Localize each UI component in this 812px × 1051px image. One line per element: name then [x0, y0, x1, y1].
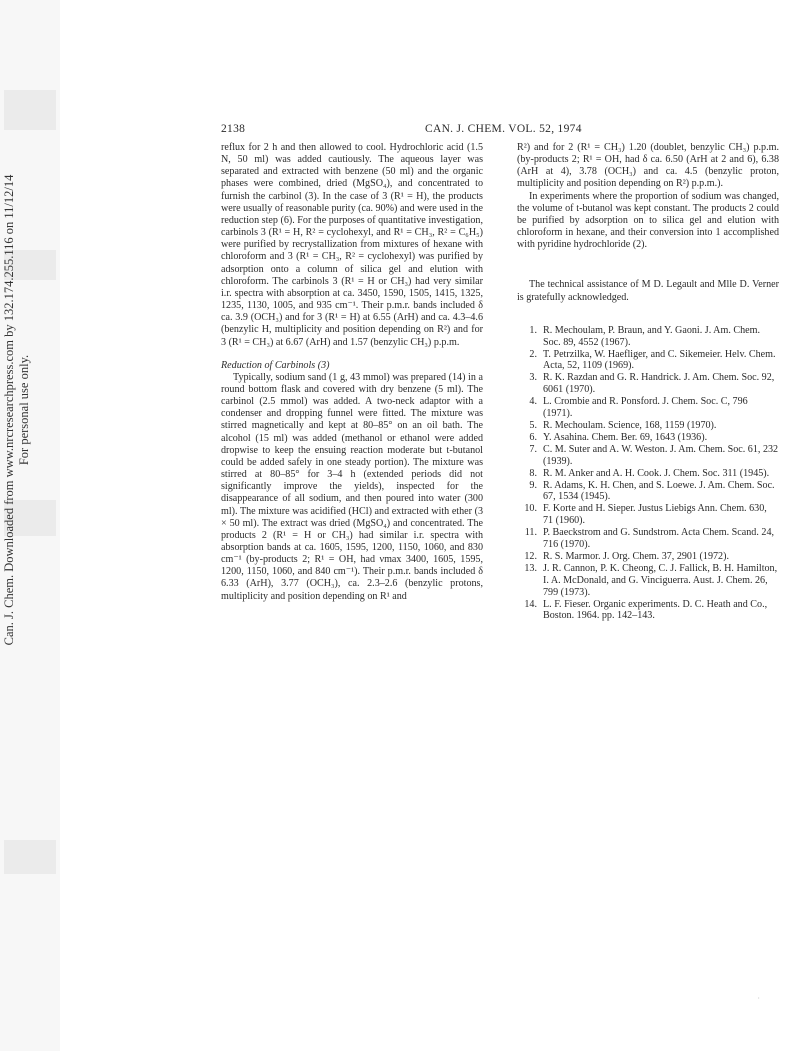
page-number: 2138 [221, 123, 246, 135]
reference-list [517, 325, 779, 623]
running-head: CAN. J. CHEM. VOL. 52, 1974 [425, 123, 582, 135]
reference-item [517, 551, 779, 563]
reference-item [517, 503, 779, 527]
reference-text: L. Crombie and R. Ponsford. J. Chem. Soc. C, 796 (1971). [543, 396, 748, 420]
watermark-line-2: For personal use only. [17, 354, 31, 466]
reference-number: 7. [529, 443, 537, 455]
reference-number: 4. [529, 396, 537, 408]
reference-number: 9. [529, 479, 537, 491]
reference-number: 13. [524, 562, 537, 574]
reference-item [517, 372, 779, 396]
reference-item [517, 420, 779, 432]
left-column [221, 142, 483, 603]
reference-text: Y. Asahina. Chem. Ber. 69, 1643 (1936). [543, 431, 708, 443]
reference-item [517, 325, 779, 349]
reference-number: 1. [529, 324, 537, 336]
section-heading: Reduction of Carbinols (3) [221, 359, 330, 371]
reference-number: 5. [529, 419, 537, 431]
reference-item [517, 444, 779, 468]
body-paragraph: In experiments where the proportion of sodium was changed, the volume of t-butanol was kept constant. The products 2 could be purified by adsorption on to silica gel and elution with chloroform in hexane, and their conversion into 1 accomplished with pyridine hydrochloride (2). [517, 190, 779, 251]
reference-text: C. M. Suter and A. W. Weston. J. Am. Chem. Soc. 61, 232 (1939). [543, 443, 779, 467]
reference-item [517, 480, 779, 504]
scan-speck: · [757, 994, 760, 1003]
reference-text: R. K. Razdan and G. R. Handrick. J. Am. Chem. Soc. 92, 6061 (1970). [543, 372, 775, 396]
right-column [517, 142, 779, 622]
reference-text: L. F. Fieser. Organic experiments. D. C. Heath and Co., Boston. 1964. pp. 142–143. [543, 598, 768, 622]
reference-item [517, 599, 779, 623]
reference-text: R. S. Marmor. J. Org. Chem. 37, 2901 (1972). [543, 550, 729, 562]
reference-item [517, 396, 779, 420]
reference-number: 12. [524, 550, 537, 562]
reference-item [517, 468, 779, 480]
watermark-line-1: Can. J. Chem. Downloaded from www.nrcresearchpress.com by 132.174.255.116 on 11/12/14 [2, 174, 16, 646]
reference-text: R. M. Anker and A. H. Cook. J. Chem. Soc. 311 (1945). [543, 467, 770, 479]
reference-number: 3. [529, 372, 537, 384]
acknowledgment: The technical assistance of M D. Legault and Mlle D. Verner is gratefully acknowledged. [517, 279, 779, 303]
reference-number: 6. [529, 431, 537, 443]
reference-text: J. R. Cannon, P. K. Cheong, C. J. Fallick, B. H. Hamilton, I. A. McDonald, and G. Vinciguerra. Aust. J. Chem. 26, 799 (1973). [543, 562, 778, 598]
reference-item [517, 563, 779, 599]
body-paragraph: reflux for 2 h and then allowed to cool. Hydrochloric acid (1.5 N, 50 ml) was added cautiously. The aqueous layer was separated and extracted with benzene (50 ml) and the organic phases were combined, dried (MgSO₄), and concentrated to furnish the carbinol (3). In the case of 3 (R¹ = H), the products were usually of reasonable purity (ca. 90%) and were used in the reduction step (6). For the purposes of quantitative investigation, carbinols 3 (R¹ = H, R² = cyclohexyl, and R¹ = CH₃, R² = C₆H₅) were purified by recrystallization from mixtures of hexane with chloroform and 3 (R¹ = CH₃, R² = cyclohexyl) was purified by adsorption onto a column of silica gel and elution with chloroform. The carbinols 3 (R¹ = H or CH₃) had very similar i.r. spectra with absorption at ca. 3450, 1590, 1505, 1415, 1325, 1235, 1130, 1005, and 935 cm⁻¹. Their p.m.r. bands included δ ca. 3.9 (OCH₃) and for 3 (R¹ = H) at 6.55 (ArH) and ca. 4.3–4.6 (benzylic H, multiplicity and position depending on R²) and for 3 (R¹ = CH₃) at 6.67 (ArH) and 1.57 (benzylic CH₃) p.p.m. [221, 142, 483, 348]
reference-text: R. Mechoulam. Science, 168, 1159 (1970). [543, 419, 717, 431]
reference-number: 14. [524, 598, 537, 610]
reference-number: 2. [529, 348, 537, 360]
download-watermark [2, 100, 32, 720]
reference-text: R. Mechoulam, P. Braun, and Y. Gaoni. J. Am. Chem. Soc. 89, 4552 (1967). [543, 324, 761, 348]
reference-item [517, 349, 779, 373]
body-paragraph: R²) and for 2 (R¹ = CH₃) 1.20 (doublet, benzylic CH₃) p.p.m. (by-products 2; R¹ = OH, had δ ca. 6.50 (ArH at 2 and 6), 6.38 (ArH at 4), 3.78 (OCH₃) and ca. 4.5 (benzylic proton, multiplicity and position depending on R²) p.p.m.). [517, 142, 779, 190]
reference-text: P. Baeckstrom and G. Sundstrom. Acta Chem. Scand. 24, 716 (1970). [543, 527, 775, 551]
reference-item [517, 527, 779, 551]
reference-number: 8. [529, 467, 537, 479]
reference-item [517, 432, 779, 444]
body-paragraph: Typically, sodium sand (1 g, 43 mmol) was prepared (14) in a round bottom flask and covered with dry benzene (5 ml). The carbinol (2.5 mmol) was added. A two-neck adaptor with a condenser and dropping funnel were fitted. The mixture was stirred magnetically and kept at 80–85° on an oil bath. The alcohol (15 ml) was added (methanol or ethanol were added dropwise to keep the ensuing reaction moderate but t-butanol could be added safely in one steady portion). The mixture was stirred at 80–85° for 3–4 h (extended periods did not significantly improve the yields), inspected for the disappearance of all sodium, and then poured into water (300 ml). The mixture was acidified (HCl) and extracted with ether (3 × 50 ml). The extract was dried (MgSO₄) and concentrated. The products 2 (R¹ = H or CH₃) had similar i.r. spectra with absorption bands at ca. 1605, 1595, 1200, 1150, 1060, and 830 cm⁻¹ (by-products 2; R¹ = OH, had νmax 3400, 1605, 1595, 1200, 1150, 1060, and 840 cm⁻¹). Their p.m.r. bands included δ 6.33 (ArH), 3.77 (OCH₃), ca. 2.3–2.6 (benzylic protons, multiplicity and position depending on R¹ and [221, 371, 483, 602]
reference-text: F. Korte and H. Sieper. Justus Liebigs Ann. Chem. 630, 71 (1960). [543, 503, 767, 527]
reference-text: R. Adams, K. H. Chen, and S. Loewe. J. Am. Chem. Soc. 67, 1534 (1945). [543, 479, 775, 503]
page-header [221, 123, 778, 139]
reference-text: T. Petrzilka, W. Haefliger, and C. Sikemeier. Helv. Chem. Acta, 52, 1109 (1969). [543, 348, 776, 372]
reference-number: 10. [524, 503, 537, 515]
scan-artifact [4, 840, 56, 874]
reference-number: 11. [524, 527, 537, 539]
